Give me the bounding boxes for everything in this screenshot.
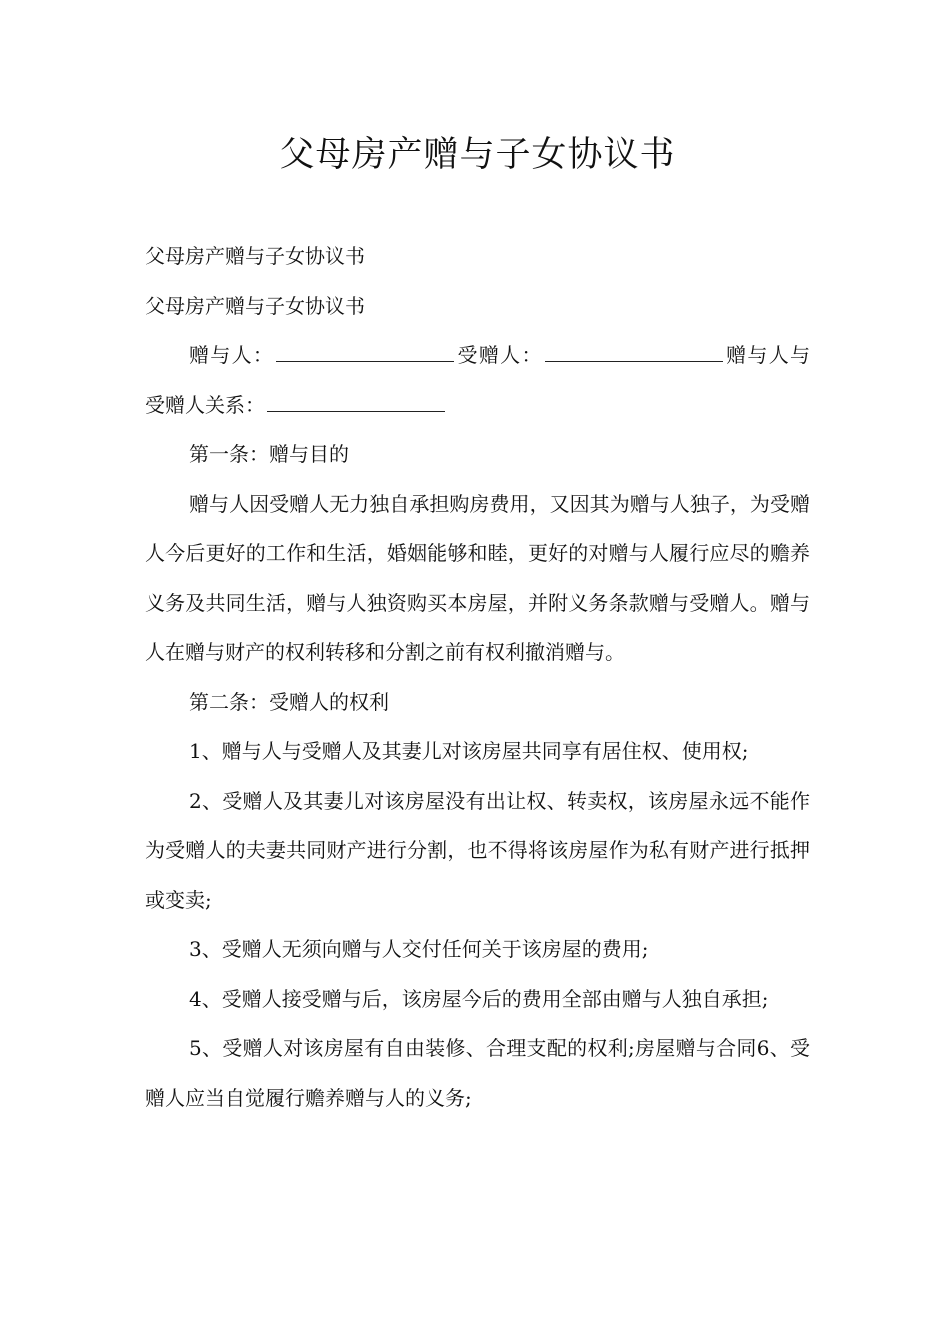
subtitle-line-2: 父母房产赠与子女协议书: [145, 293, 365, 318]
parties-line: [145, 331, 810, 430]
document-title: 父母房产赠与子女协议书: [279, 135, 676, 175]
relation-label-b: 与受赠人关系：: [145, 343, 811, 417]
article-2-heading: 第二条：受赠人的权利: [189, 689, 389, 714]
article-2-item-3: 3、受赠人无须向赠与人交付任何关于该房屋的费用;: [189, 937, 649, 961]
relation-blank-field: [267, 410, 445, 412]
donor-label: 赠与人：: [189, 343, 275, 367]
relation-label-a: 赠与人: [724, 343, 791, 367]
article-2-item-4: 4、受赠人接受赠与后，该房屋今后的费用全部由赠与人独自承担;: [189, 986, 769, 1011]
subtitle-line-1: 父母房产赠与子女协议书: [145, 244, 365, 268]
article-2-item-1: 1、赠与人与受赠人及其妻儿对该房屋共同享有居住权、使用权;: [189, 739, 749, 763]
article-1-text: 赠与人因受赠人无力独自承担购房费用，又因其为赠与人独子，为受赠人今后更好的工作和生活，婚姻能够和睦，更好的对赠与人履行应尽的赡养义务及共同生活，赠与人独资购买本房屋，并附义务条款赠与受赠人。赠与人在赠与财产的权利转移和分割之前有权利撤消赠与。: [145, 491, 810, 664]
article-2-item-2: 2、受赠人及其妻儿对该房屋没有出让权、转卖权，该房屋永远不能作为受赠人的夫妻共同财产进行分割，也不得将该房屋作为私有财产进行抵押或变卖;: [145, 788, 810, 912]
donor-blank-field: [276, 360, 454, 362]
article-1-heading: 第一条：赠与目的: [189, 442, 349, 466]
donee-label: 受赠人：: [456, 343, 543, 367]
donee-blank-field: [545, 360, 723, 362]
article-2-item-5: 5、受赠人对该房屋有自由装修、合理支配的权利;房屋赠与合同6、受赠人应当自觉履行赡养赠与人的义务;: [145, 1036, 810, 1110]
document-body: [145, 232, 810, 1123]
